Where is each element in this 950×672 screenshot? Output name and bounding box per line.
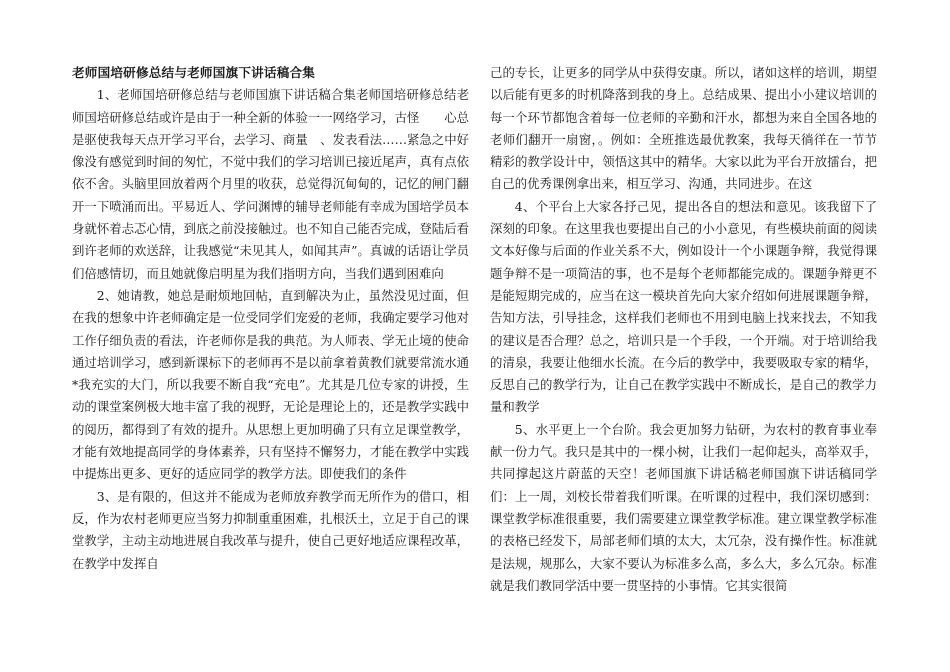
paragraph-1: 1、老师国培研修总结与老师国旗下讲话稿合集老师国培研修总结老师国培研修总结或许是由于一种全新的体验一一网络学习，古怪 心总是驱使我每天点开学习平台，去学习、商量 、发表看法……紧急之中好像没有感觉到时间的匆忙，不觉中我们的学习培训已接近尾声，真有点依依不舍。头脑里回放着两个月里的收获，总觉得沉甸甸的，记忆的闸门翻开一下喷涌而出。平易近人、学问渊博的辅导老师能有幸成为国培学员本身就怀着忐忑心情，到底之前没接触过。也不知自己能否完成，登陆后看到许老师的欢送辞，让我感觉“未见其人，如闻其声”。真诚的话语让学员们倍感情切，而且她就像启明星为我们指明方向，当我们遇到困难向 [72, 87, 469, 281]
paragraph-3: 3、是有限的，但这并不能成为老师放弃教学而无所作为的借口，相反，作为农村老师更应当努力抑制重重困难，扎根沃土，立足于自己的课堂教学，主动主动地进展自我改革与提升，使自己更好地适应课程改革，在教学中发挥自 [72, 488, 469, 571]
right-column [490, 62, 877, 597]
paragraph-2: 2、她请教，她总是耐烦地回帖，直到解决为止，虽然没见过面，但在我的想象中许老师确定是一位受同学们宠爱的老师，我确定要学习他对工作仔细负责的看法，许老师你是我的典范。为人师表、学无止境的使命通过培训学习，感到新课标下的老师再不是以前拿着黄教们就要常流水通*我充实的大门，所以我要不断自我“充电”。尤其是几位专家的讲授，生动的课堂案例极大地丰富了我的视野，无论是理论上的，还是教学实践中的阅历，都得到了有效的提升。从思想上更加明确了只有立足课堂教学，才能有效地提高同学的身体素养，只有坚持不懈努力，才能在教学中实践中提炼出更多、更好的适应同学的教学方法。即使我们的条件 [72, 287, 469, 482]
paragraph-5: 5、水平更上一个台阶。我会更加努力钻研，为农村的教育事业奉献一份力气。我只是其中的一棵小树，让我们一起仰起头，高举双手，共同撑起这片蔚蓝的天空！老师国旗下讲话稿老师国旗下讲话稿同学们：上一周，刘校长带着我们听课。在听课的过程中，我们深切感到：课堂教学标准很重要，我们需要建立课堂教学标准。建立课堂教学标准的表格已经发下，局部老师们填的太大，太冗杂，没有操作性。标准就是法规，规那么，大家不要认为标准多么高，多么大，多么冗杂。标准就是我们教同学活中要一贯坚持的小事情。它其实很简 [490, 421, 877, 593]
paragraph-4: 4、个平台上大家各抒己见，提出各自的想法和意见。该我留下了深刻的印象。在这里我也要提出自己的小小意见，有些模块前面的阅读文本好像与后面的作业关系不大，例如设计一个小课题争辩，我觉得课题争辩不是一项简洁的事，也不是每个老师都能完成的。课题争辩更不是能短期完成的，应当在这一模块首先向大家介绍如何进展课题争辩，告知方法，引导挂念，这样我们老师也不用到电脑上找来找去，不知我的建议是否合理？总之，培训只是一个手段，一个开端。对于培训给我的清泉，我要让他细水长流。在今后的教学中，我要吸取专家的精华，反思自己的教学行为，让自己在教学实践中不断成长，是自己的教学力量和教学 [490, 198, 877, 415]
left-column [72, 62, 469, 575]
paragraph-3-continued: 己的专长，让更多的同学从中获得安康。所以，诸如这样的培训，期望以后能有更多的时机降落到我的身上。总结成果、提出小小建议培训的每一个环节都饱含着每一位老师的辛勤和汗水，都想为来自全国各地的老师们翻开一扇窗，。例如：全班推选最优教案，我每天徜徉在一节节精彩的教学设计中，领悟这其中的精华。大家以此为平台开放擂台，把自己的优秀课例拿出来，相互学习、沟通，共同进步。在这 [490, 65, 877, 192]
document-title: 老师国培研修总结与老师国旗下讲话稿合集 [72, 65, 316, 80]
